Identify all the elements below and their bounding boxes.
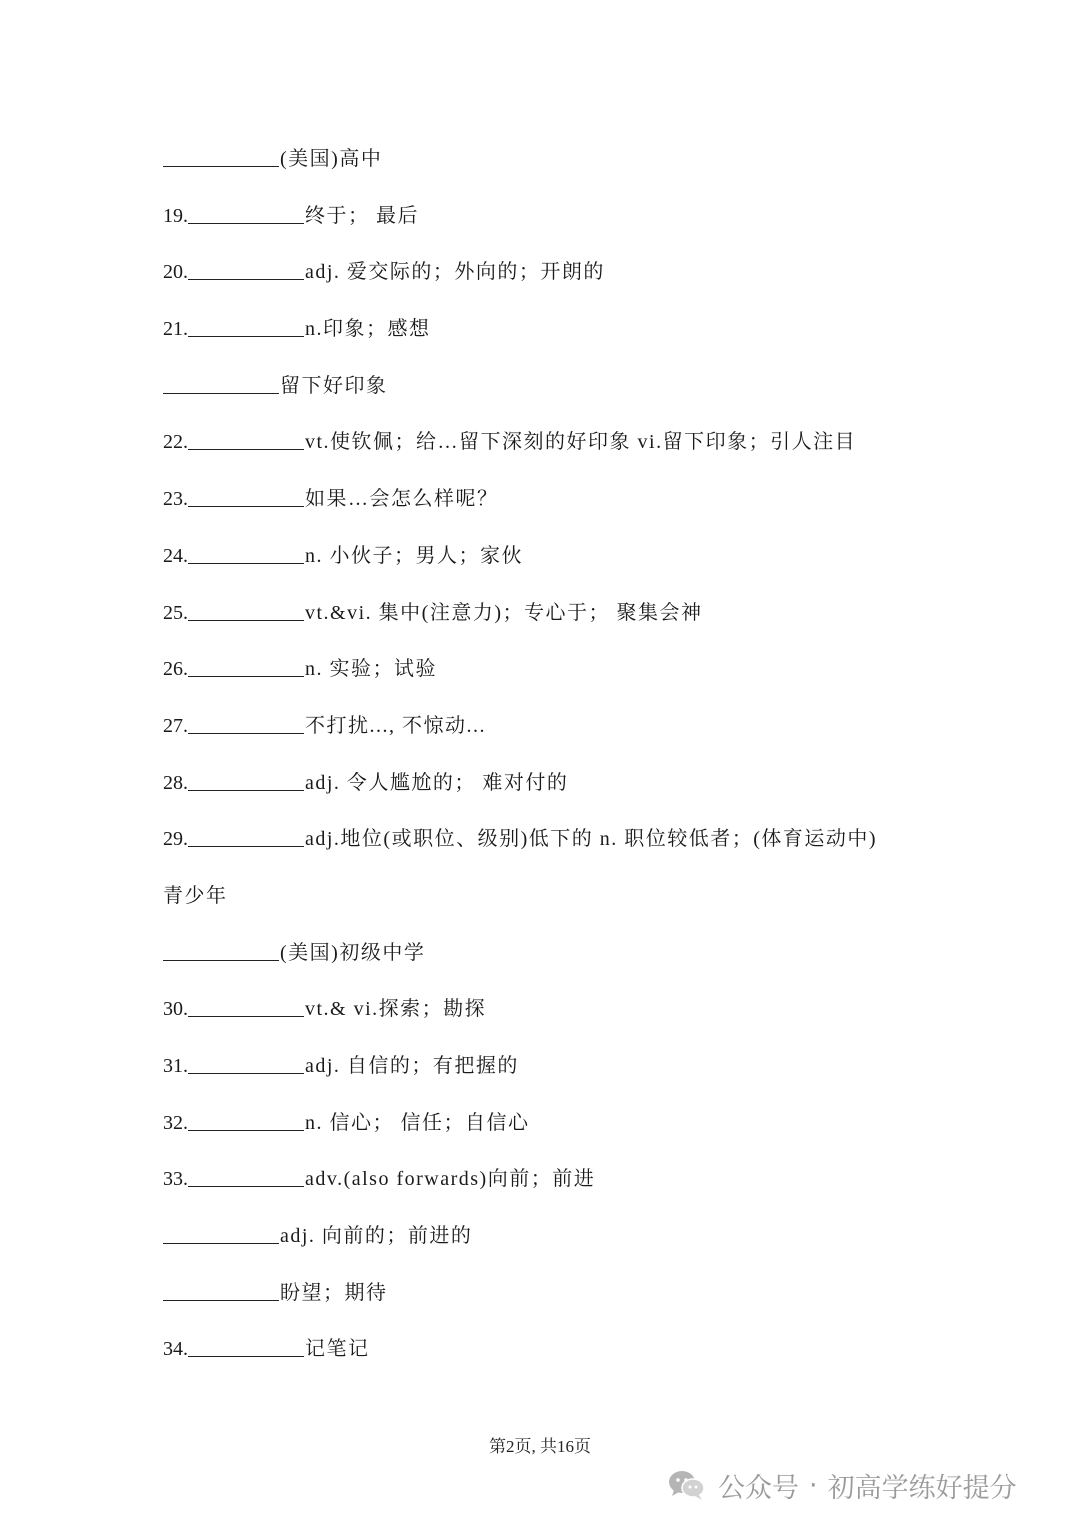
answer-blank[interactable] bbox=[188, 199, 304, 224]
vocab-line bbox=[163, 1219, 1023, 1276]
vocab-line bbox=[163, 142, 1023, 199]
definition-text: 青少年 bbox=[163, 884, 228, 907]
definition-text: 留下好印象 bbox=[280, 374, 388, 397]
item-number: 19. bbox=[163, 204, 188, 227]
answer-blank[interactable] bbox=[163, 142, 279, 167]
item-number: 29. bbox=[163, 828, 188, 851]
answer-blank[interactable] bbox=[163, 1219, 279, 1244]
vocab-line bbox=[163, 199, 1023, 256]
answer-blank[interactable] bbox=[188, 1049, 304, 1074]
answer-blank[interactable] bbox=[188, 312, 304, 337]
answer-blank[interactable] bbox=[188, 539, 304, 564]
answer-blank[interactable] bbox=[188, 596, 304, 621]
item-number: 21. bbox=[163, 318, 188, 341]
item-number: 31. bbox=[163, 1055, 188, 1077]
definition-text: adv.(also forwards)向前；前进 bbox=[305, 1168, 596, 1191]
definition-text: adj. 自信的；有把握的 bbox=[305, 1055, 519, 1077]
definition-text: vt.& vi.探索；勘探 bbox=[305, 998, 487, 1021]
answer-blank[interactable] bbox=[163, 369, 279, 394]
definition-text: 盼望；期待 bbox=[280, 1281, 388, 1304]
definition-text: (美国)初级中学 bbox=[280, 941, 426, 964]
definition-text: n. 小伙子；男人；家伙 bbox=[305, 544, 523, 567]
vocab-line bbox=[163, 255, 1023, 312]
page-footer: 第2页, 共16页 bbox=[489, 1437, 591, 1456]
answer-blank[interactable] bbox=[188, 425, 304, 450]
definition-text: 终于； 最后 bbox=[305, 204, 419, 227]
vocab-line bbox=[163, 425, 1023, 482]
vocab-line bbox=[163, 1276, 1023, 1333]
answer-blank[interactable] bbox=[188, 709, 304, 734]
item-number: 23. bbox=[163, 488, 188, 511]
vocab-line bbox=[163, 596, 1023, 653]
vocab-line bbox=[163, 709, 1023, 766]
definition-text: n.印象；感想 bbox=[305, 318, 431, 341]
vocab-line bbox=[163, 312, 1023, 369]
vocab-line bbox=[163, 1332, 1023, 1389]
vocab-line bbox=[163, 766, 1023, 823]
answer-blank[interactable] bbox=[188, 1106, 304, 1131]
item-number: 34. bbox=[163, 1338, 188, 1361]
item-number: 22. bbox=[163, 431, 188, 454]
answer-blank[interactable] bbox=[188, 992, 304, 1017]
vocab-line bbox=[163, 1049, 1023, 1106]
answer-blank[interactable] bbox=[188, 652, 304, 677]
item-number: 33. bbox=[163, 1168, 188, 1191]
exercise-list bbox=[163, 142, 1023, 1389]
watermark-account: 初高学练好提分 bbox=[827, 1472, 1017, 1504]
definition-text: adj. 令人尴尬的； 难对付的 bbox=[305, 771, 569, 794]
definition-text: vt.&vi. 集中(注意力)；专心于； 聚集会神 bbox=[305, 601, 703, 624]
vocab-line bbox=[163, 652, 1023, 709]
definition-text: 不打扰..., 不惊动... bbox=[305, 714, 486, 737]
watermark-separator: · bbox=[809, 1469, 818, 1501]
vocab-line bbox=[163, 992, 1023, 1049]
definition-text: adj. 爱交际的；外向的；开朗的 bbox=[305, 261, 605, 284]
item-number: 26. bbox=[163, 658, 188, 681]
vocab-line bbox=[163, 936, 1023, 993]
vocab-line bbox=[163, 369, 1023, 426]
definition-text: adj. 向前的；前进的 bbox=[280, 1225, 473, 1248]
vocab-line bbox=[163, 822, 1023, 879]
definition-text: 记笔记 bbox=[305, 1338, 370, 1361]
definition-text: vt.使钦佩；给…留下深刻的好印象 vi.留下印象；引人注目 bbox=[305, 431, 857, 454]
item-number: 28. bbox=[163, 771, 188, 794]
definition-text: adj.地位(或职位、级别)低下的 n. 职位较低者；(体育运动中) bbox=[305, 828, 878, 851]
answer-blank[interactable] bbox=[188, 1332, 304, 1357]
wechat-icon bbox=[668, 1469, 706, 1501]
item-number: 25. bbox=[163, 601, 188, 624]
answer-blank[interactable] bbox=[188, 1162, 304, 1187]
answer-blank[interactable] bbox=[188, 822, 304, 847]
answer-blank[interactable] bbox=[188, 482, 304, 507]
definition-text: n. 实验；试验 bbox=[305, 658, 437, 681]
watermark-label: 公众号 bbox=[718, 1472, 799, 1504]
item-number: 32. bbox=[163, 1111, 188, 1134]
watermark bbox=[668, 1461, 1017, 1509]
answer-blank[interactable] bbox=[163, 936, 279, 961]
item-number: 27. bbox=[163, 714, 188, 737]
answer-blank[interactable] bbox=[163, 1276, 279, 1301]
answer-blank[interactable] bbox=[188, 255, 304, 280]
definition-text: 如果…会怎么样呢？ bbox=[305, 488, 499, 511]
item-number: 24. bbox=[163, 544, 188, 567]
item-number: 20. bbox=[163, 261, 188, 284]
answer-blank[interactable] bbox=[188, 766, 304, 791]
item-number: 30. bbox=[163, 998, 188, 1021]
vocab-line bbox=[163, 1106, 1023, 1163]
definition-text: (美国)高中 bbox=[280, 148, 383, 170]
definition-text: n. 信心； 信任；自信心 bbox=[305, 1111, 530, 1134]
vocab-line bbox=[163, 1162, 1023, 1219]
vocab-line bbox=[163, 539, 1023, 596]
vocab-line bbox=[163, 879, 1023, 936]
vocab-line bbox=[163, 482, 1023, 539]
